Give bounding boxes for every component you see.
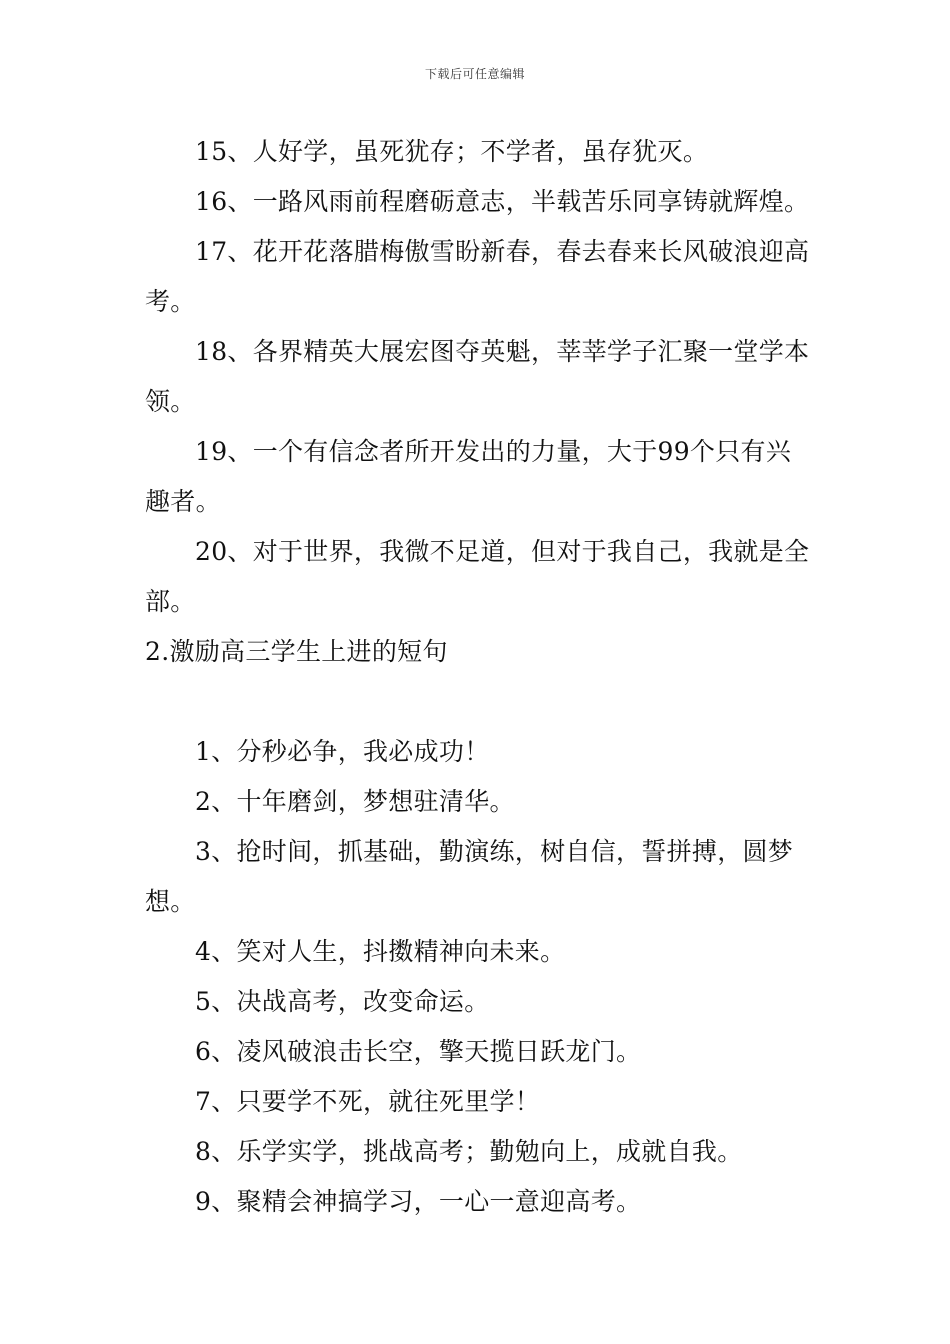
quote-item-19: 19、一个有信念者所开发出的力量，大于99个只有兴趣者。 (145, 437, 792, 516)
short-phrase-6: 6、凌风破浪击长空，擎天揽日跃龙门。 (195, 1037, 642, 1066)
short-phrase-4: 4、笑对人生，抖擞精神向未来。 (195, 937, 566, 966)
short-phrase-9: 9、聚精会神搞学习，一心一意迎高考。 (195, 1187, 642, 1216)
quote-item-17: 17、花开花落腊梅傲雪盼新春，春去春来长风破浪迎高考。 (145, 237, 810, 316)
short-phrase-1: 1、分秒必争，我必成功！ (195, 737, 490, 766)
section-heading: 2.激励高三学生上进的短句 (145, 637, 448, 666)
quote-item-15: 15、人好学，虽死犹存；不学者，虽存犹灭。 (195, 137, 709, 166)
quote-item-16: 16、一路风雨前程磨砺意志，半载苦乐同享铸就辉煌。 (195, 187, 810, 216)
quote-item-20: 20、对于世界，我微不足道，但对于我自己，我就是全部。 (145, 537, 810, 616)
short-phrase-3: 3、抢时间，抓基础，勤演练，树自信，誓拼搏，圆梦想。 (145, 837, 794, 916)
page-header-note: 下载后可任意编辑 (424, 67, 525, 81)
section-spacer (145, 677, 810, 727)
short-phrase-2: 2、十年磨剑，梦想驻清华。 (195, 787, 515, 816)
document-body (145, 127, 810, 1227)
short-phrase-8: 8、乐学实学，挑战高考；勤勉向上，成就自我。 (195, 1137, 743, 1166)
quote-item-18: 18、各界精英大展宏图夺英魁，莘莘学子汇聚一堂学本领。 (145, 337, 810, 416)
short-phrase-5: 5、决战高考，改变命运。 (195, 987, 490, 1016)
short-phrase-7: 7、只要学不死，就往死里学！ (195, 1087, 541, 1116)
